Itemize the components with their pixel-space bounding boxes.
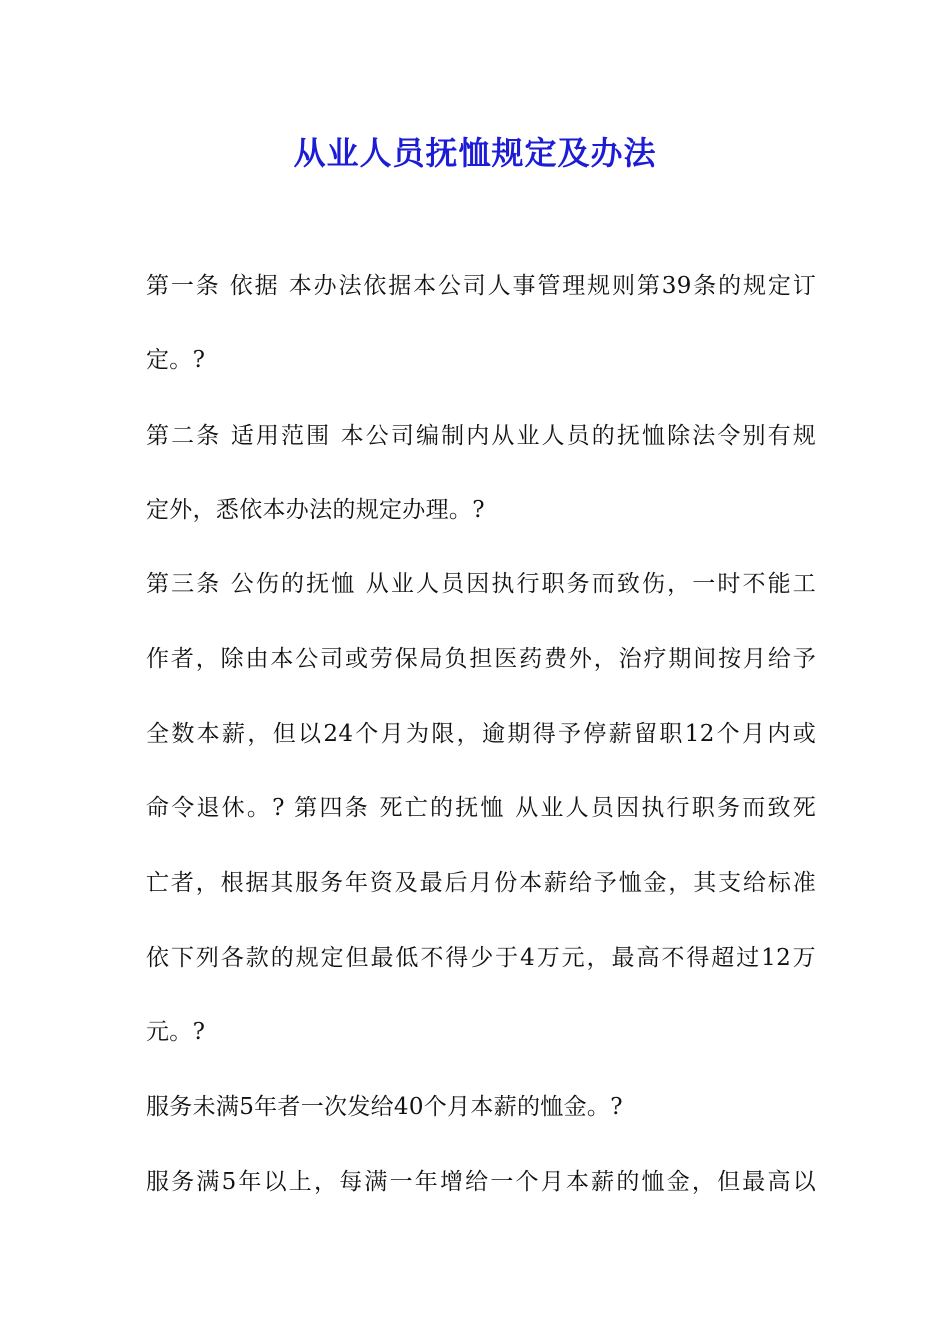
- text-line: 元。?: [146, 1019, 206, 1045]
- document-title: 从业人员抚恤规定及办法: [293, 134, 657, 172]
- text-line: 作者，除由本公司或劳保局负担医药费外，治疗期间按月给予: [146, 646, 816, 672]
- text-line: 第二条 适用范围 本公司编制内从业人员的抚恤除法令别有规: [146, 423, 816, 449]
- text-line: 第三条 公伤的抚恤 从业人员因执行职务而致伤，一时不能工: [146, 571, 816, 597]
- text-line: 服务满5年以上，每满一年增给一个月本薪的恤金，但最高以: [146, 1169, 816, 1195]
- text-line: 定。?: [146, 347, 206, 373]
- text-line: 全数本薪，但以24个月为限，逾期得予停薪留职12个月内或: [146, 721, 816, 747]
- text-line: 命令退休。? 第四条 死亡的抚恤 从业人员因执行职务而致死: [146, 795, 816, 821]
- text-line: 依下列各款的规定但最低不得少于4万元，最高不得超过12万: [146, 945, 816, 971]
- text-line: 服务未满5年者一次发给40个月本薪的恤金。?: [146, 1094, 623, 1120]
- text-line: 亡者，根据其服务年资及最后月份本薪给予恤金，其支给标准: [146, 870, 816, 896]
- text-line: 定外，悉依本办法的规定办理。?: [146, 497, 485, 523]
- text-line: 第一条 依据 本办法依据本公司人事管理规则第39条的规定订: [146, 273, 816, 299]
